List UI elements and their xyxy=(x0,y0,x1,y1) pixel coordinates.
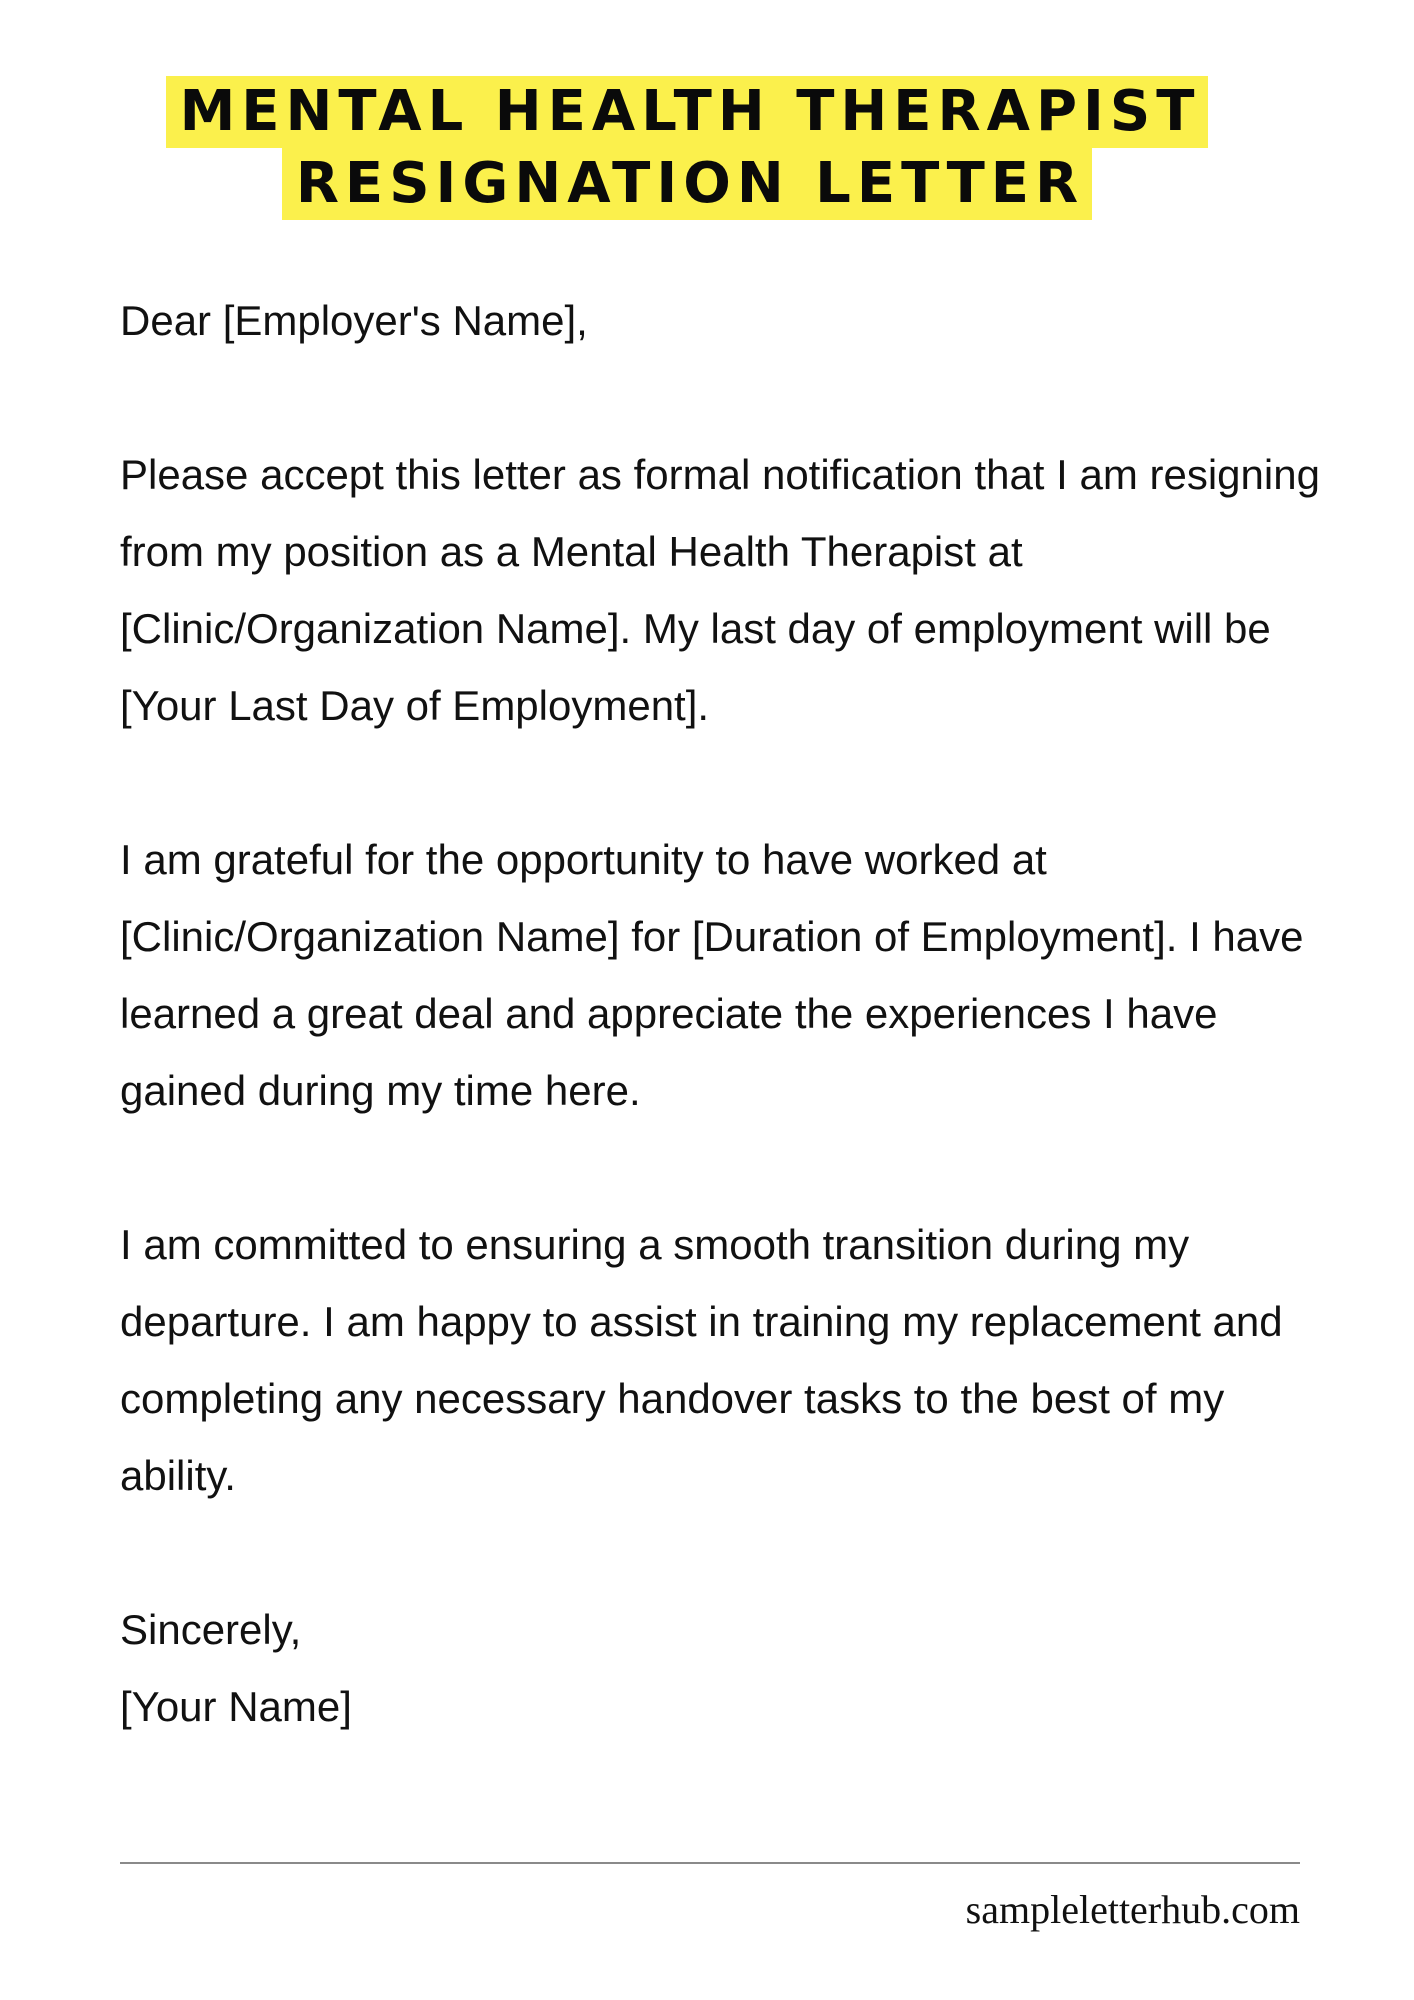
closing: Sincerely, xyxy=(120,1606,302,1653)
footer-divider xyxy=(120,1862,1300,1864)
signature: [Your Name] xyxy=(120,1683,352,1730)
footer-website: sampleletterhub.com xyxy=(965,1887,1300,1932)
paragraph-3: I am committed to ensuring a smooth transition during my departure. I am happy to assist in training my replacement and completing any necessary handover tasks to the best of my ability. xyxy=(120,1221,1283,1499)
letter-body xyxy=(120,282,1350,1745)
paragraph-2: I am grateful for the opportunity to have worked at [Clinic/Organization Name] for [Duration of Employment]. I have learned a great deal and appreciate the experiences I have gained during my time here. xyxy=(120,836,1304,1114)
title-line-1: MENTAL HEALTH THERAPIST xyxy=(166,76,1209,148)
document-title xyxy=(0,76,1414,220)
paragraph-1: Please accept this letter as formal notification that I am resigning from my position as a Mental Health Therapist at [Clinic/Organization Name]. My last day of employment will be [Your Last Day of Employment]. xyxy=(120,451,1320,729)
title-line-2: RESIGNATION LETTER xyxy=(282,148,1092,220)
salutation: Dear [Employer's Name], xyxy=(120,297,588,344)
